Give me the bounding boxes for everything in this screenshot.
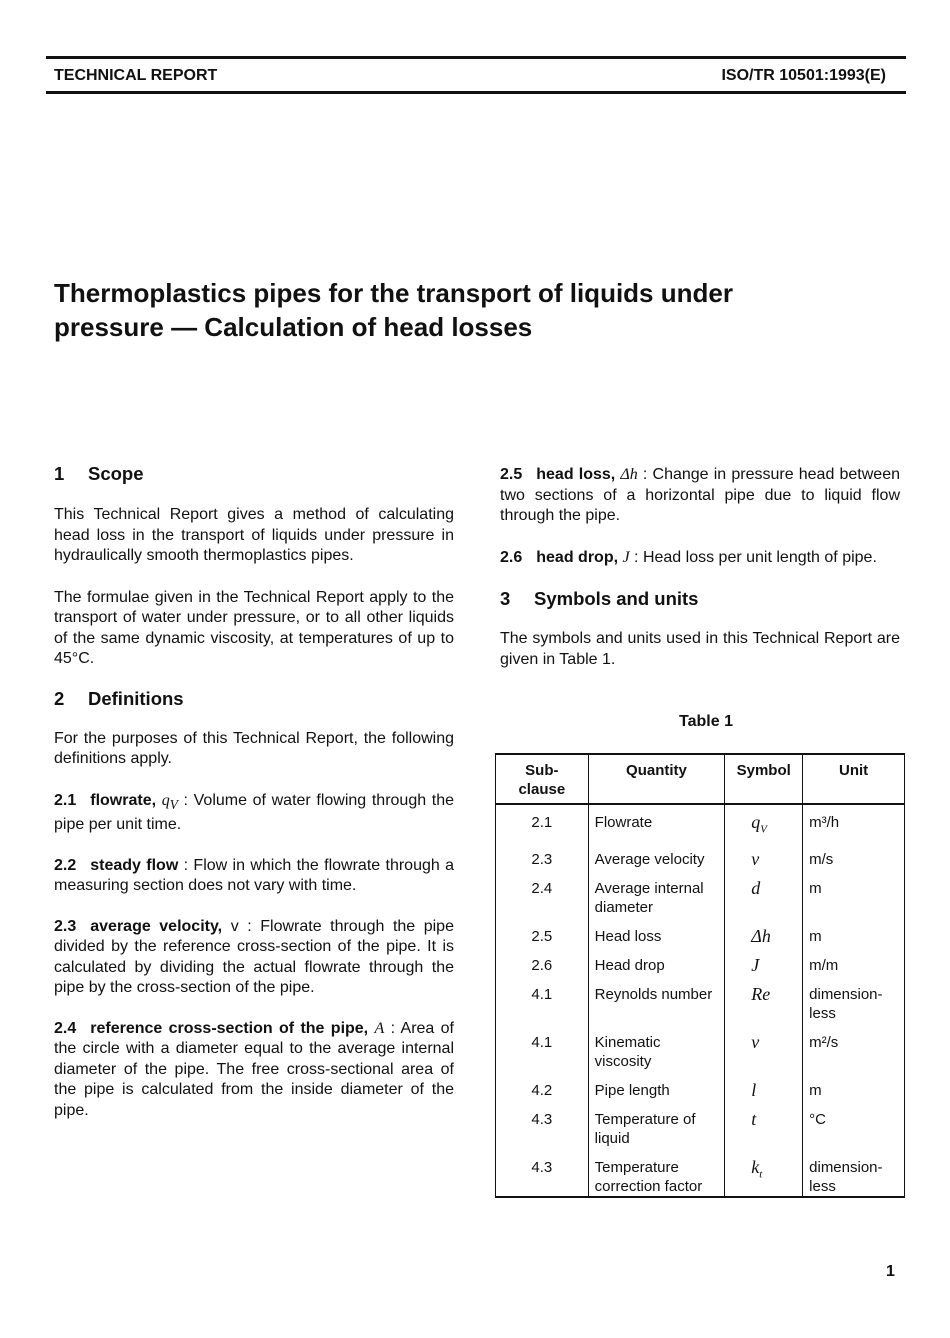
- section-title: Definitions: [88, 687, 184, 709]
- section-number: 3: [500, 588, 511, 609]
- table-header-row: [496, 754, 905, 804]
- definition-symbol: $q_V$: [161, 791, 178, 812]
- cell-symbol: $k_t$: [725, 1148, 803, 1197]
- cell-symbol: ν: [725, 1023, 803, 1071]
- header-doc-number: ISO/TR 10501:1993(E): [721, 67, 886, 84]
- table-row: [496, 1023, 905, 1071]
- definition-term: 2.5 head loss,: [500, 466, 616, 483]
- cell-unit: m²/s: [803, 1023, 905, 1071]
- cell-subclause: 2.3: [496, 840, 589, 869]
- definition-2-3: 2.3 average velocity, v : Flowrate through the pipe divided by the reference cross-section of the pipe. It is calculated by dividing the actual flowrate through the pipe by the cross-section of the pipe.: [54, 917, 454, 997]
- cell-quantity: Reynolds number: [588, 975, 725, 1023]
- cell-unit: °C: [803, 1100, 905, 1148]
- definition-text: Change in pressure head between two sections of a horizontal pipe due to liquid flow through the pipe.: [500, 466, 900, 524]
- definition-2-1: 2.1 flowrate, $q_V$ : Volume of water flowing through the pipe per unit time.: [54, 791, 455, 834]
- cell-subclause: 4.3: [496, 1100, 589, 1148]
- section-3-heading: [500, 587, 900, 611]
- definition-2-4: 2.4 reference cross-section of the pipe, A : Area of the circle with a diameter equal to the average internal diameter of the pipe. The free cross-sectional area of the pipe is calculated from the inside diameter of the pipe.: [54, 1019, 454, 1119]
- title-line-1: Thermoplastics pipes for the transport of liquids under: [54, 278, 733, 308]
- cell-quantity: Head drop: [588, 946, 725, 975]
- cell-quantity: Average internal diameter: [588, 869, 725, 917]
- table-row: [496, 1148, 905, 1197]
- definition-text: Volume of water flowing through the pipe per unit time.: [54, 791, 455, 834]
- cell-unit: m: [803, 1071, 905, 1100]
- definition-symbol: J: [622, 548, 630, 566]
- table-row: [496, 946, 905, 975]
- definition-symbol: v: [230, 917, 239, 935]
- cell-unit: m³/h: [803, 804, 905, 840]
- definition-term: 2.3 average velocity,: [54, 917, 223, 935]
- table-row: [496, 804, 905, 840]
- definition-text: Area of the circle with a diameter equal to the average internal diameter of the pipe. The free cross-sectional area of the pipe is calculated from the inside diameter of the pipe.: [54, 1019, 454, 1119]
- definition-text: Flow in which the flowrate through a measuring section does not vary with time.: [54, 856, 454, 895]
- header-doc-type: TECHNICAL REPORT: [54, 67, 218, 84]
- definition-symbol: Δh: [620, 466, 638, 483]
- cell-quantity: Temperature of liquid: [588, 1100, 725, 1148]
- table-caption: Table 1: [679, 713, 733, 730]
- cell-symbol: J: [725, 946, 803, 975]
- cell-subclause: 4.1: [496, 975, 589, 1023]
- left-column: [54, 462, 454, 1121]
- symbols-table: [495, 753, 905, 1198]
- cell-subclause: 4.3: [496, 1148, 589, 1197]
- document-title: [54, 276, 854, 344]
- table-row: [496, 975, 905, 1023]
- definition-symbol: A: [374, 1019, 385, 1037]
- page-number: 1: [886, 1263, 895, 1280]
- scope-paragraph-2: The formulae given in the Technical Report apply to the transport of water under pressure, or to all other liquids of the same dynamic viscosity, at temperatures of up to 45°C.: [54, 588, 454, 667]
- section-title: Scope: [88, 463, 144, 484]
- cell-symbol: Δh: [725, 917, 803, 946]
- definition-2-5: 2.5 head loss, Δh : Change in pressure head between two sections of a horizontal pipe due to liquid flow through the pipe.: [500, 466, 900, 524]
- section-title: Symbols and units: [534, 588, 699, 609]
- definition-2-6: 2.6 head drop, J : Head loss per unit length of pipe.: [500, 548, 877, 566]
- section-1-heading: [54, 462, 454, 486]
- table-row: [496, 917, 905, 946]
- definition-term: 2.1 flowrate,: [54, 791, 157, 809]
- table-row: [496, 840, 905, 869]
- section-number: 2: [54, 687, 65, 709]
- cell-unit: m: [803, 869, 905, 917]
- definitions-intro: For the purposes of this Technical Report, the following definitions apply.: [54, 729, 454, 767]
- cell-subclause: 2.6: [496, 946, 589, 975]
- scope-paragraph-1: This Technical Report gives a method of calculating head loss in the transport of liquids under pressure in hydraulically smooth thermoplastics pipes.: [54, 506, 454, 564]
- cell-unit: m/m: [803, 946, 905, 975]
- cell-symbol: Re: [725, 975, 803, 1023]
- running-header: [46, 56, 906, 94]
- cell-quantity: Temperature correction factor: [588, 1148, 725, 1197]
- cell-symbol: v: [725, 840, 803, 869]
- title-line-2: pressure — Calculation of head losses: [54, 312, 533, 342]
- cell-quantity: Flowrate: [588, 804, 725, 840]
- table-row: [496, 1100, 905, 1148]
- cell-symbol: t: [725, 1100, 803, 1148]
- cell-unit: m: [803, 917, 905, 946]
- column-header-quantity: Quantity: [588, 754, 725, 804]
- cell-unit: dimension-less: [803, 1148, 905, 1197]
- section-2-heading: [54, 687, 454, 711]
- column-header-unit: Unit: [803, 754, 905, 804]
- cell-subclause: 4.2: [496, 1071, 589, 1100]
- definition-text: Head loss per unit length of pipe.: [642, 548, 877, 566]
- cell-symbol: d: [725, 869, 803, 917]
- cell-unit: m/s: [803, 840, 905, 869]
- column-header-subclause: Sub- clause: [496, 754, 589, 804]
- definition-term: 2.4 reference cross-section of the pipe,: [54, 1019, 369, 1037]
- cell-unit: dimension-less: [803, 975, 905, 1023]
- definition-text: Flowrate through the pipe divided by the reference cross-section of the pipe. It is calculated by dividing the actual flowrate through the pipe by the cross-section of the pipe.: [54, 917, 454, 997]
- cell-quantity: Kinematic viscosity: [588, 1023, 725, 1071]
- cell-subclause: 2.4: [496, 869, 589, 917]
- table-row: [496, 1071, 905, 1100]
- cell-symbol: $q_V$: [725, 804, 803, 840]
- cell-quantity: Head loss: [588, 917, 725, 946]
- definition-2-2: 2.2 steady flow : Flow in which the flowrate through a measuring section does not vary with time.: [54, 856, 454, 895]
- cell-subclause: 2.1: [496, 804, 589, 840]
- section-number: 1: [54, 463, 65, 484]
- cell-quantity: Pipe length: [588, 1071, 725, 1100]
- table-row: [496, 869, 905, 917]
- symbols-intro: The symbols and units used in this Technical Report are given in Table 1.: [500, 630, 900, 668]
- cell-quantity: Average velocity: [588, 840, 725, 869]
- cell-subclause: 2.5: [496, 917, 589, 946]
- cell-subclause: 4.1: [496, 1023, 589, 1071]
- definition-term: 2.6 head drop,: [500, 548, 619, 566]
- column-header-symbol: Symbol: [725, 754, 803, 804]
- right-column: [500, 465, 900, 670]
- definition-term: 2.2 steady flow: [54, 856, 179, 874]
- cell-symbol: l: [725, 1071, 803, 1100]
